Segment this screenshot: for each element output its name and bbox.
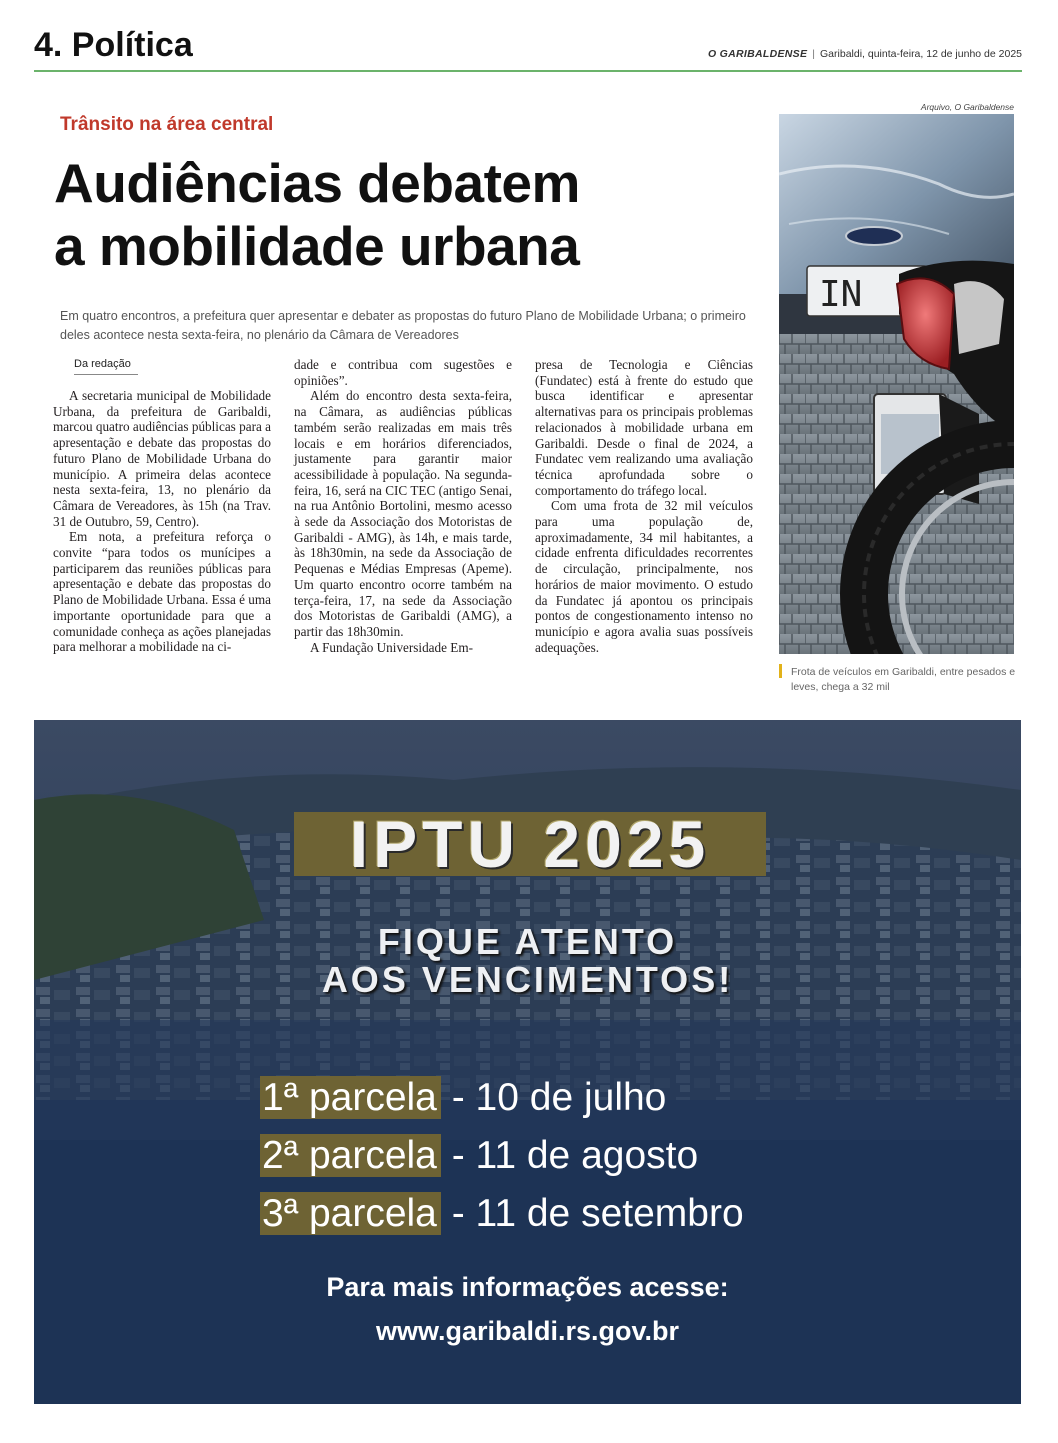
website-link[interactable]: www.garibaldi.rs.gov.br: [375, 1316, 680, 1346]
paragraph: Com uma frota de 32 mil veículos para uma população de, aproximadamente, 34 mil habitantes, a cidade enfrenta dificuldades recorrentes de circulação, principalmente, nos horários de maior movimento. O estudo da Fundatec já apontou os principais pontos de congestionamento intenso no município e agora avalia suas possíveis adequações.: [535, 498, 753, 655]
installment-label: 2ª parcela: [260, 1134, 441, 1177]
article-headline: [54, 152, 754, 278]
masthead: [708, 48, 1022, 60]
article-column-2: [294, 357, 512, 655]
caption-marker: [779, 664, 782, 678]
paragraph: A secretaria municipal de Mobilidade Urbana, da prefeitura de Garibaldi, marcou quatro audiências públicas para a apresentação e debate das propostas do futuro Plano de Mobilidade Urbana do município. A primeira delas acontece nesta sexta-feira, 13, no plenário da Câmara de Vereadores, às 15h (na Trav. 31 de Outubro, 59, Centro).: [53, 388, 271, 529]
article-kicker: Trânsito na área central: [60, 114, 274, 135]
headline-line: Audiências debatem: [54, 152, 580, 214]
masthead-separator: |: [812, 48, 816, 60]
article-column-3: [535, 357, 753, 655]
paragraph: presa de Tecnologia e Ciências (Fundatec) está à frente do estudo que busca identificar e apresentar alternativas para os principais problemas relacionados à mobilidade urbana em Garibaldi. Desde o final de 2024, a Fundatec vem realizando uma avaliação técnica aprofundada sobre o comportamento do tráfego local.: [535, 357, 753, 498]
installment-row: [260, 1134, 698, 1178]
photo-credit: Arquivo, O Garibaldense: [920, 102, 1014, 112]
installment-label: 3ª parcela: [260, 1192, 441, 1235]
byline: Da redação: [74, 358, 138, 375]
article-lede: Em quatro encontros, a prefeitura quer apresentar e debater as propostas do futuro Plano de Mobilidade Urbana; o primeiro deles acontece nesta sexta-feira, no plenário da Câmara de Vereadores: [60, 309, 746, 342]
installment-date: - 10 de julho: [451, 1076, 667, 1119]
header-rule: [34, 70, 1022, 72]
ad-subtitle-line: AOS VENCIMENTOS!: [321, 959, 734, 1000]
license-plate-text: IN: [819, 274, 863, 315]
installment-date: - 11 de agosto: [451, 1134, 699, 1177]
article-photo: [779, 114, 1014, 654]
paragraph: dade e contribua com sugestões e opiniões”.: [294, 357, 512, 388]
iptu-advertisement: [34, 720, 1021, 1404]
iptu-title: IPTU 2025: [294, 812, 766, 876]
article-column-1: [53, 388, 271, 655]
paragraph: Em nota, a prefeitura reforça o convite “para todos os munícipes a participarem das reuniões públicas para apresentação e debate das propostas do Plano de Mobilidade Urbana. Essa é uma importante oportunidade para que a comunidade conheça as ações planejadas para melhorar a mobilidade na ci-: [53, 529, 271, 655]
photo-caption: Frota de veículos em Garibaldi, entre pesados e leves, chega a 32 mil: [791, 666, 1016, 693]
installment-label: 1ª parcela: [260, 1076, 441, 1119]
installment-row: [260, 1076, 666, 1120]
vehicles-illustration: [779, 114, 1014, 654]
paragraph: A Fundação Universidade Em-: [310, 639, 473, 655]
dateline: Garibaldi, quinta-feira, 12 de junho de 2025: [820, 48, 1022, 60]
newspaper-name: O GARIBALDENSE: [707, 48, 808, 60]
more-info-text: Para mais informações acesse:: [326, 1272, 729, 1302]
ad-subtitle-line: FIQUE ATENTO: [377, 921, 678, 962]
installment-row: [260, 1192, 744, 1236]
paragraph: Além do encontro desta sexta-feira, na Câmara, as audiências públicas também serão realizadas em mais três locais e em horários diferenciados, justamente para garantir maior acessibilidade à população. Na segunda-feira, 16, será na CIC TEC (antigo Senai, na rua Antônio Bortolini, mesmo acesso à sede da Associação dos Motoristas de Garibaldi - AMG), às 14h, e mais tarde, às 18h30min, na sede da Associação de Pequenas e Médias Empresas (Apeme). Um quarto encontro ocorre também na terça-feira, 17, na sede da Associação dos Motoristas de Garibaldi (AMG), a partir das 18h30min.: [294, 388, 512, 639]
section-title: 4. Política: [34, 26, 193, 64]
headline-line: a mobilidade urbana: [54, 215, 580, 277]
installment-date: - 11 de setembro: [451, 1192, 744, 1235]
